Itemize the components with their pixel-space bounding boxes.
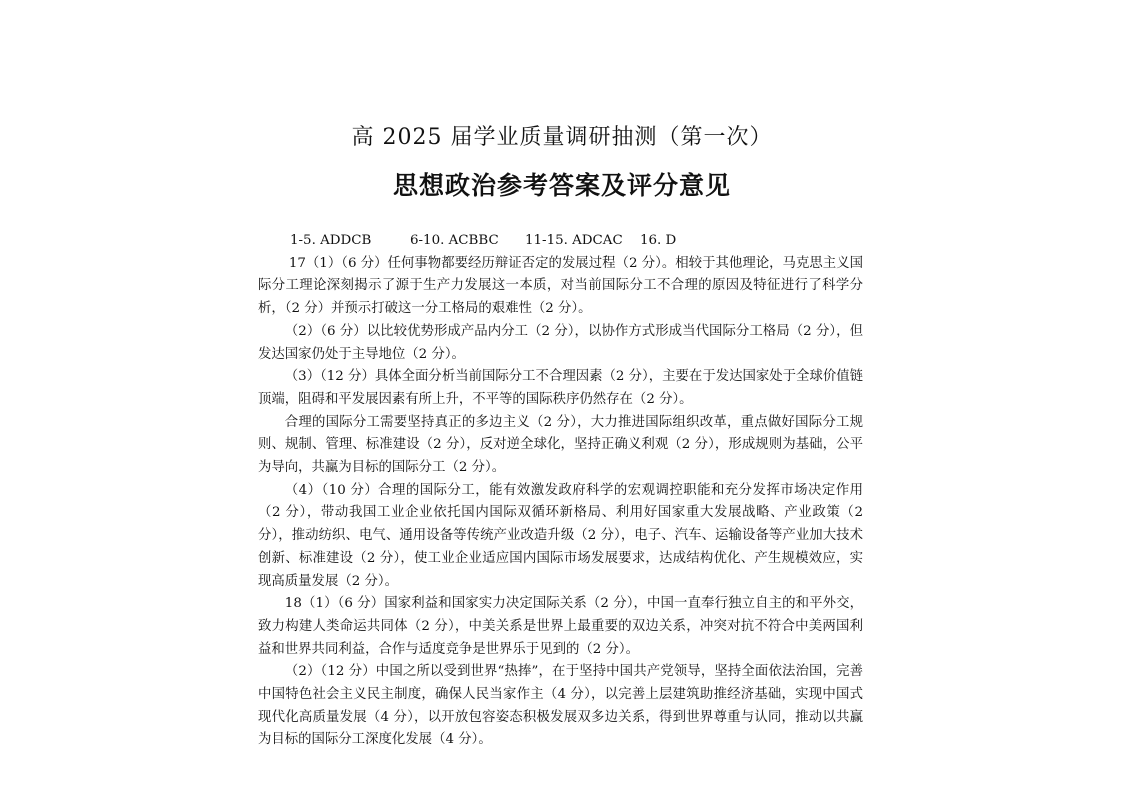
q17-part3-answer: （3）（12 分）具体全面分析当前国际分工不合理因素（2 分），主要在于发达国家处于全球价值链顶端，阻碍和平发展因素有所上升，不平等的国际秩序仍然存在（2 分）。 <box>258 369 864 407</box>
q17-part1-answer: 17（1）（6 分）任何事物都要经历辩证否定的发展过程（2 分）。相较于其他理论，马克思主义国际分工理论深刻揭示了源于生产力发展这一本质，对当前国际分工不合理的原因及特征进行了科学分析，（2 分）并预示打破这一分工格局的艰难性（2 分）。 <box>258 255 863 317</box>
q18-part1-answer: 18（1）（6 分）国家利益和国家实力决定国际关系（2 分），中国一直奉行独立自主的和平外交，致力构建人类命运共同体（2 分），中美关系是世界上最重要的双边关系，冲突对抗不符合中美两国利益和世界共同利益，合作与适度竞争是世界乐于见到的（2 分）。 <box>258 596 863 657</box>
answers-1-5: 1-5. ADDCB <box>290 233 372 248</box>
answers-16: 16. D <box>640 233 677 248</box>
answers-6-10: 6-10. ACBBC <box>410 233 499 248</box>
answers-11-15: 11-15. ADCAC <box>525 233 623 248</box>
subject-title: 思想政治参考答案及评分意见 <box>392 171 731 200</box>
q17-part2-answer: （2）（6 分）以比较优势形成产品内分工（2 分），以协作方式形成当代国际分工格局（2 分），但发达国家仍处于主导地位（2 分）。 <box>258 323 863 362</box>
q17-part4-answer: （4）（10 分）合理的国际分工，能有效激发政府科学的宏观调控职能和充分发挥市场决定作用（2 分），带动我国工业企业依托国内国际双循环新格局、利用好国家重大发展战略、产业政策（2 分），推动纺织、电气、通用设备等传统产业改造升级（2 分），电子、汽车、运输设备等产业加大技术创新、标准建设（2 分），使工业企业适应国内国际市场发展要求，达成结构优化、产生规模效应，实现高质量发展（2 分）。 <box>258 482 863 589</box>
multiple-choice-answers <box>258 230 863 253</box>
answer-body <box>258 230 863 752</box>
q17-part3-continued: 合理的国际分工需要坚持真正的多边主义（2 分），大力推进国际组织改革，重点做好国际分工规则、规制、管理、标准建设（2 分），反对逆全球化，坚持正确义利观（2 分），形成规则为基础，公平为导向，共赢为目标的国际分工（2 分）。 <box>258 414 863 476</box>
q18-part2-answer: （2）（12 分）中国之所以受到世界“热捧”，在于坚持中国共产党领导，坚持全面依法治国，完善中国特色社会主义民主制度，确保人民当家作主（4 分），以完善上层建筑助推经济基础，实现中国式现代化高质量发展（4 分），以开放包容姿态积极发展双多边关系，得到世界尊重与认同，推动以共赢为目标的国际分工深度化发展（4 分）。 <box>258 664 863 748</box>
exam-title: 高 2025 届学业质量调研抽测（第一次） <box>351 125 773 150</box>
